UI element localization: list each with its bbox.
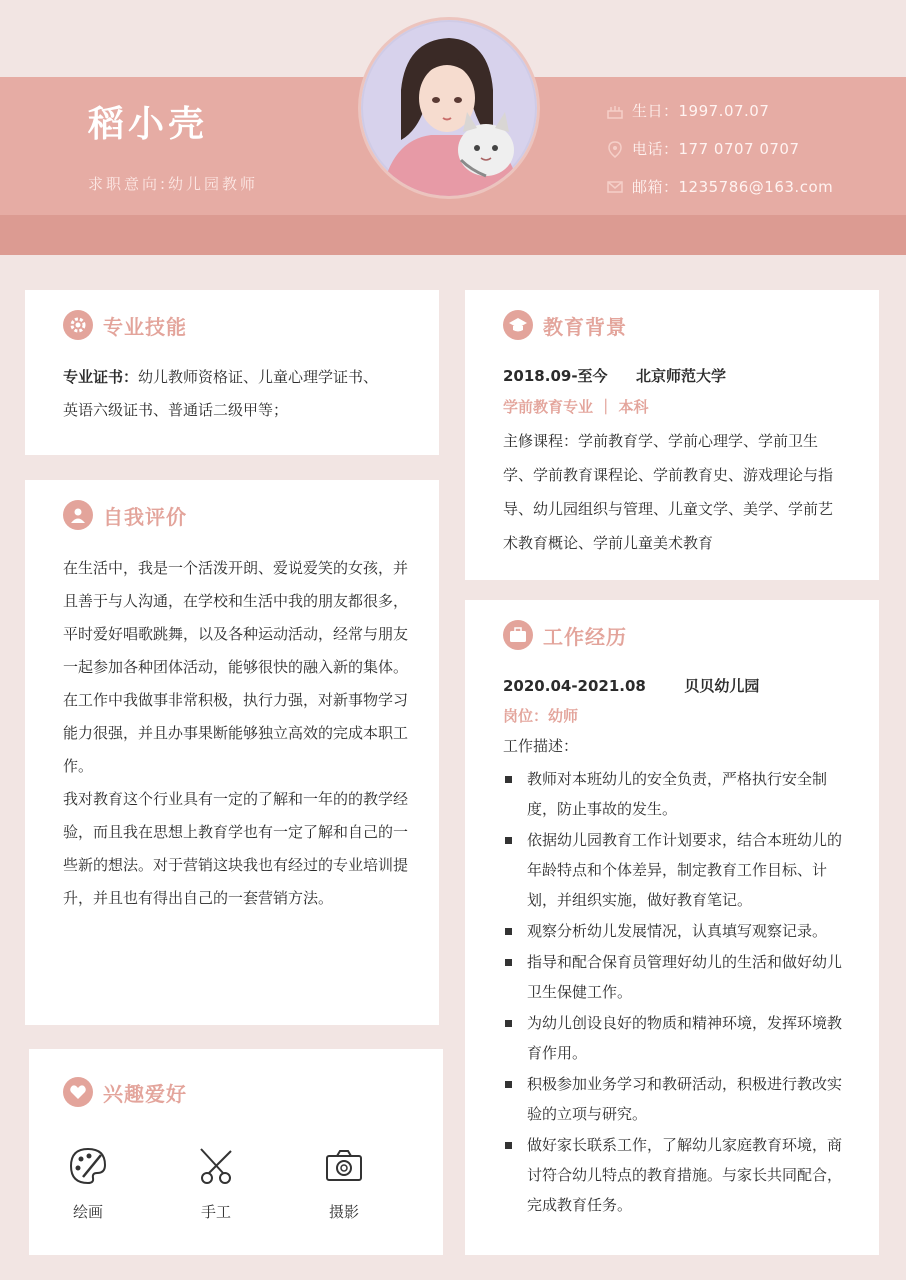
self-eval-paragraph-2: 在工作中我做事非常积极，执行力强，对新事物学习能力很强，并且办事果断能够独立高效的完成本职工作。 [63, 691, 409, 775]
hobby-label-handcraft: 手工 [200, 1203, 231, 1221]
work-desc-label: 工作描述： [503, 737, 579, 755]
list-item: 指导和配合保育员管理好幼儿的生活和做好幼儿卫生保健工作。 [503, 947, 847, 1007]
location-icon [606, 140, 624, 158]
phone-text: 电话：177 0707 0707 [632, 140, 800, 158]
hobbies-card [29, 1049, 443, 1255]
skills-title: 专业技能 [103, 314, 187, 339]
list-item: 教师对本班幼儿的安全负责，严格执行安全制度，防止事故的发生。 [503, 764, 847, 824]
education-card [465, 290, 879, 580]
briefcase-icon [503, 620, 533, 650]
scissors-icon [195, 1145, 237, 1187]
avatar [361, 20, 537, 196]
hobby-item-handcraft [181, 1145, 251, 1222]
hobbies-heading [63, 1077, 187, 1107]
work-company: 贝贝幼儿园 [684, 677, 760, 695]
skills-heading [63, 310, 187, 340]
list-item: 为幼儿创设良好的物质和精神环境，发挥环境教育作用。 [503, 1008, 847, 1068]
heart-icon [63, 1077, 93, 1107]
education-heading [503, 310, 627, 340]
cert-text: 幼儿教师资格证、儿童心理学证书、 [138, 368, 379, 386]
self-eval-body [63, 552, 413, 915]
contact-birthday [606, 100, 769, 121]
self-eval-card [25, 480, 439, 1025]
hobby-label-painting: 绘画 [72, 1203, 103, 1221]
hobby-item-painting [53, 1145, 123, 1222]
education-period: 2018.09-至今 [503, 367, 608, 385]
list-item: 依据幼儿园教育工作计划要求，结合本班幼儿的年龄特点和个体差异，制定教育工作目标、计划，并组织实施，做好教育笔记。 [503, 825, 847, 915]
graduation-cap-icon [503, 310, 533, 340]
work-position: 岗位：幼师 [503, 707, 579, 725]
self-eval-heading [63, 500, 187, 530]
work-duties [503, 764, 847, 1220]
contact-phone [606, 138, 800, 159]
education-courses: 主修课程：学前教育学、学前心理学、学前卫生学、学前教育课程论、学前教育史、游戏理论与指导、幼儿园组织与管理、儿童文学、美学、学前艺术教育概论、学前儿童美术教育 [503, 432, 834, 552]
list-item: 观察分析幼儿发展情况，认真填写观察记录。 [503, 916, 847, 946]
camera-icon [323, 1145, 365, 1187]
birthday-text: 生日：1997.07.07 [632, 102, 770, 120]
work-title: 工作经历 [543, 624, 627, 649]
self-eval-paragraph-3: 我对教育这个行业具有一定的了解和一年的的教学经验，而且我在思想上教育学也有一定了解和自己的一些新的想法。对于营销这块我也有经过的专业培训提升，并且也有得出自己的一套营销方法。 [63, 790, 409, 907]
work-body [503, 672, 847, 1221]
education-body [503, 362, 847, 560]
cert-text-2: 英语六级证书、普通话二级甲等； [63, 401, 289, 419]
work-heading [503, 620, 627, 650]
work-card [465, 600, 879, 1255]
candidate-name: 稻小壳 [88, 104, 209, 145]
skills-body [63, 361, 413, 427]
skills-card [25, 290, 439, 455]
list-item: 积极参加业务学习和教研活动，积极进行教改实验的立项与研究。 [503, 1069, 847, 1129]
work-period: 2020.04-2021.08 [503, 677, 646, 695]
self-eval-title: 自我评价 [103, 504, 187, 529]
header-band-lower [0, 215, 906, 255]
user-icon [63, 500, 93, 530]
hobby-label-photography: 摄影 [328, 1203, 359, 1221]
gear-icon [63, 310, 93, 340]
hobbies-title: 兴趣爱好 [103, 1081, 187, 1106]
cake-icon [606, 102, 624, 120]
self-eval-paragraph-1: 在生活中，我是一个活泼开朗、爱说爱笑的女孩，并且善于与人沟通，在学校和生活中我的朋友都很多，平时爱好唱歌跳舞，以及各种运动活动，经常与朋友一起参加各种团体活动，能够很快的融入新的集体。 [63, 559, 409, 676]
cert-label: 专业证书： [63, 368, 139, 386]
education-title: 教育背景 [543, 314, 627, 339]
education-school: 北京师范大学 [636, 367, 727, 385]
mail-icon [606, 178, 624, 196]
education-major: 学前教育专业 ｜ 本科 [503, 398, 649, 416]
email-text: 邮箱：1235786@163.com [632, 178, 834, 196]
hobby-item-photography [309, 1145, 379, 1222]
job-intent: 求职意向:幼儿园教师 [88, 175, 259, 193]
palette-icon [67, 1145, 109, 1187]
contact-email [606, 176, 833, 197]
list-item: 做好家长联系工作，了解幼儿家庭教育环境，商讨符合幼儿特点的教育措施。与家长共同配合，完成教育任务。 [503, 1130, 847, 1220]
